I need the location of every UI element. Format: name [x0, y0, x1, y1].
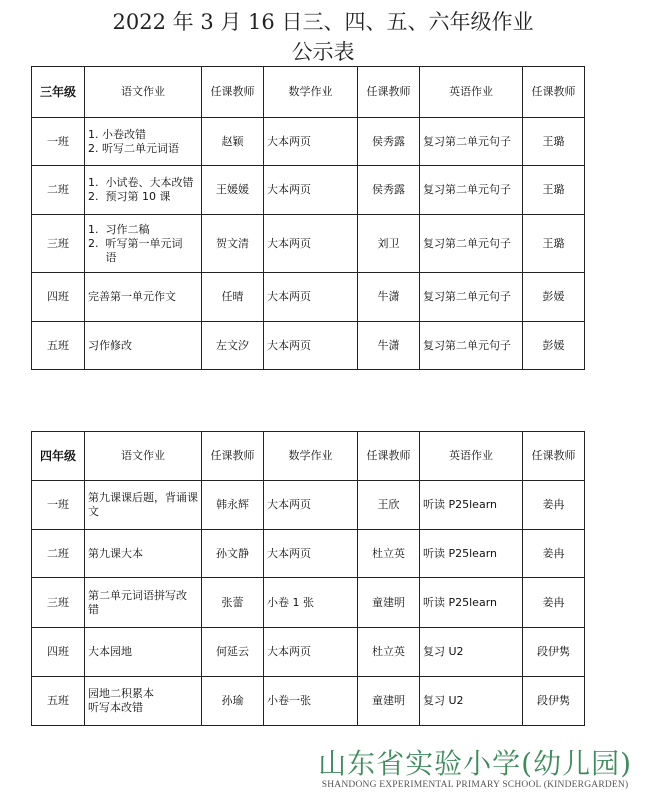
math-homework-cell: 大本两页 [264, 628, 358, 677]
school-logo-chinese: 山东省实验小学(幼儿园) [318, 747, 632, 780]
header-math-teacher: 任课教师 [358, 432, 420, 481]
chinese-homework-line: 听写本改错 [88, 701, 143, 714]
class-name-cell: 二班 [32, 530, 85, 578]
school-logo-english: SHANDONG EXPERIMENTAL PRIMARY SCHOOL (KINDERGARDEN) [321, 780, 629, 790]
grade4-table-body [32, 432, 585, 726]
header-english-teacher: 任课教师 [523, 432, 585, 481]
grade4-table [31, 431, 585, 726]
english-homework-cell: 复习 U2 [420, 677, 523, 726]
math-teacher-cell: 杜立英 [358, 530, 420, 578]
math-teacher-cell: 侯秀露 [358, 118, 420, 166]
english-homework-cell: 听读 P25learn [420, 530, 523, 578]
class-name-cell: 五班 [32, 677, 85, 726]
header-chinese: 语文作业 [85, 432, 202, 481]
chinese-homework-line: 2. 预习第 10 课 [88, 190, 171, 203]
chinese-teacher-cell: 任晴 [202, 273, 264, 322]
grade-label: 四年级 [32, 432, 85, 481]
class-name-cell: 一班 [32, 481, 85, 530]
chinese-teacher-cell: 赵颖 [202, 118, 264, 166]
class-name-cell: 二班 [32, 166, 85, 215]
table-row [32, 530, 585, 578]
english-teacher-cell: 王璐 [523, 166, 585, 215]
math-teacher-cell: 童建明 [358, 677, 420, 726]
english-homework-cell: 复习第二单元句子 [420, 166, 523, 215]
math-teacher-cell: 杜立英 [358, 628, 420, 677]
class-name-cell: 三班 [32, 578, 85, 628]
chinese-teacher-cell: 贺文清 [202, 215, 264, 273]
math-homework-cell: 小卷 1 张 [264, 578, 358, 628]
chinese-homework-cell [85, 578, 202, 628]
chinese-homework-line: 文 [88, 505, 99, 518]
math-homework-cell: 大本两页 [264, 166, 358, 215]
table-row [32, 322, 585, 370]
header-english-teacher: 任课教师 [523, 67, 585, 118]
header-math-teacher: 任课教师 [358, 67, 420, 118]
math-homework-cell: 大本两页 [264, 481, 358, 530]
chinese-homework-cell [85, 628, 202, 677]
chinese-homework-line: 2. 听写二单元词语 [88, 141, 179, 155]
math-homework-cell: 大本两页 [264, 322, 358, 370]
math-teacher-cell: 牛潇 [358, 322, 420, 370]
header-english: 英语作业 [420, 432, 523, 481]
english-homework-cell: 听读 P25learn [420, 578, 523, 628]
english-teacher-cell: 段伊隽 [523, 677, 585, 726]
math-teacher-cell: 牛潇 [358, 273, 420, 322]
math-teacher-cell: 童建明 [358, 578, 420, 628]
table-row [32, 628, 585, 677]
chinese-teacher-cell: 左文汐 [202, 322, 264, 370]
math-homework-cell: 大本两页 [264, 530, 358, 578]
chinese-homework-line: 错 [88, 602, 99, 616]
chinese-homework-line: 大本园地 [88, 645, 132, 658]
school-logo [318, 748, 632, 790]
chinese-teacher-cell: 王媛媛 [202, 166, 264, 215]
class-name-cell: 三班 [32, 215, 85, 273]
english-homework-cell: 复习第二单元句子 [420, 118, 523, 166]
chinese-homework-line: 1. 小试卷、大本改错 [88, 176, 194, 189]
class-name-cell: 一班 [32, 118, 85, 166]
table-row [32, 273, 585, 322]
chinese-teacher-cell: 孙文静 [202, 530, 264, 578]
chinese-homework-cell [85, 118, 202, 166]
chinese-homework-line: 第二单元词语拼写改 [88, 588, 187, 602]
grade3-table-body [32, 67, 585, 370]
header-math: 数学作业 [264, 67, 358, 118]
english-homework-cell: 听读 P25learn [420, 481, 523, 530]
class-name-cell: 四班 [32, 273, 85, 322]
chinese-homework-line: 完善第一单元作文 [88, 290, 176, 303]
math-teacher-cell: 王欣 [358, 481, 420, 530]
table-row [32, 578, 585, 628]
header-math: 数学作业 [264, 432, 358, 481]
english-homework-cell: 复习第二单元句子 [420, 322, 523, 370]
english-teacher-cell: 段伊隽 [523, 628, 585, 677]
math-teacher-cell: 刘卫 [358, 215, 420, 273]
chinese-homework-line: 园地二积累本 [88, 687, 154, 700]
chinese-homework-line: 1. 小卷改错 [88, 127, 146, 141]
chinese-homework-line: 2. 听写第一单元词 [88, 236, 183, 250]
chinese-homework-cell [85, 481, 202, 530]
english-teacher-cell: 王璐 [523, 215, 585, 273]
grade-label: 三年级 [32, 67, 85, 118]
table-row [32, 215, 585, 273]
chinese-homework-line: 语 [88, 250, 117, 264]
english-teacher-cell: 彭媛 [523, 322, 585, 370]
table-row [32, 166, 585, 215]
math-homework-cell: 大本两页 [264, 273, 358, 322]
chinese-homework-line: 第九课课后题，背诵课 [88, 491, 198, 504]
math-homework-cell: 大本两页 [264, 118, 358, 166]
chinese-teacher-cell: 孙瑜 [202, 677, 264, 726]
english-teacher-cell: 姜冉 [523, 481, 585, 530]
chinese-teacher-cell: 张蕾 [202, 578, 264, 628]
class-name-cell: 五班 [32, 322, 85, 370]
math-homework-cell: 大本两页 [264, 215, 358, 273]
chinese-homework-cell [85, 273, 202, 322]
english-teacher-cell: 彭媛 [523, 273, 585, 322]
header-row [32, 67, 585, 118]
math-homework-cell: 小卷一张 [264, 677, 358, 726]
chinese-homework-cell [85, 530, 202, 578]
header-chinese-teacher: 任课教师 [202, 432, 264, 481]
grade3-table [31, 66, 585, 370]
math-teacher-cell: 侯秀露 [358, 166, 420, 215]
chinese-homework-line: 第九课大本 [88, 546, 143, 560]
english-homework-cell: 复习第二单元句子 [420, 273, 523, 322]
table-row [32, 118, 585, 166]
chinese-homework-cell [85, 166, 202, 215]
chinese-homework-line: 习作修改 [88, 338, 132, 352]
english-homework-cell: 复习 U2 [420, 628, 523, 677]
page-subtitle: 公示表 [291, 40, 355, 64]
english-homework-cell: 复习第二单元句子 [420, 215, 523, 273]
chinese-homework-cell [85, 677, 202, 726]
header-english: 英语作业 [420, 67, 523, 118]
class-name-cell: 四班 [32, 628, 85, 677]
header-chinese-teacher: 任课教师 [202, 67, 264, 118]
chinese-teacher-cell: 韩永辉 [202, 481, 264, 530]
english-teacher-cell: 姜冉 [523, 578, 585, 628]
header-row [32, 432, 585, 481]
english-teacher-cell: 王璐 [523, 118, 585, 166]
chinese-teacher-cell: 何延云 [202, 628, 264, 677]
table-row [32, 481, 585, 530]
chinese-homework-cell [85, 215, 202, 273]
header-chinese: 语文作业 [85, 67, 202, 118]
table-row [32, 677, 585, 726]
english-teacher-cell: 姜冉 [523, 530, 585, 578]
page-title: 2022 年 3 月 16 日三、四、五、六年级作业 [112, 10, 534, 34]
chinese-homework-line: 1. 习作二稿 [88, 222, 150, 236]
chinese-homework-cell [85, 322, 202, 370]
